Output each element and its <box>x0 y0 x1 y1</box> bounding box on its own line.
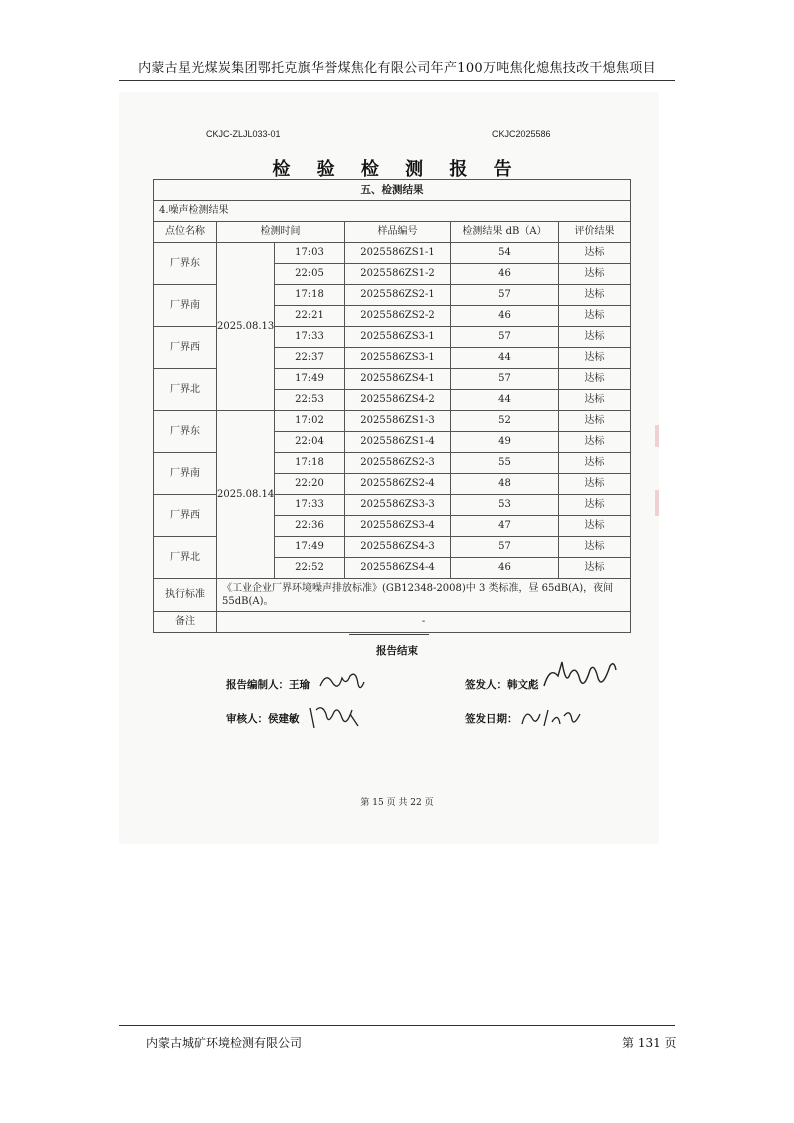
issuer-label: 签发人：韩文彪 <box>465 679 539 691</box>
standard-row <box>154 579 631 612</box>
evaluation-result: 达标 <box>559 264 631 285</box>
issue-date-handwritten <box>518 700 584 732</box>
project-header: 内蒙古星光煤炭集团鄂托克旗华誉煤焦化有限公司年产100万吨焦化熄焦技改干熄焦项目 <box>138 61 656 76</box>
reviewer-label: 审核人：侯建敏 <box>226 713 300 725</box>
evaluation-result: 达标 <box>559 537 631 558</box>
issue-date-label: 签发日期： <box>465 713 518 725</box>
section-row <box>154 180 631 201</box>
report-end: 报告结束 <box>376 645 418 657</box>
test-time: 22:04 <box>275 432 345 453</box>
header-row <box>154 222 631 243</box>
noise-result: 47 <box>451 516 559 537</box>
sample-id: 2025586ZS2-4 <box>345 474 451 495</box>
report-title: 检 验 检 测 报 告 <box>272 159 522 180</box>
test-date: 2025.08.13 <box>217 243 275 411</box>
test-time: 22:21 <box>275 306 345 327</box>
location-name: 厂界西 <box>154 495 217 537</box>
location-name: 厂界西 <box>154 327 217 369</box>
noise-result: 57 <box>451 285 559 306</box>
evaluation-result: 达标 <box>559 453 631 474</box>
remark-row <box>154 612 631 633</box>
evaluation-result: 达标 <box>559 432 631 453</box>
sample-id: 2025586ZS2-2 <box>345 306 451 327</box>
sample-id: 2025586ZS3-3 <box>345 495 451 516</box>
evaluation-result: 达标 <box>559 243 631 264</box>
test-time: 22:05 <box>275 264 345 285</box>
standard-text: 《工业企业厂界环境噪声排放标准》(GB12348-2008)中 3 类标准，昼 65dB(A)，夜间 55dB(A)。 <box>217 579 631 612</box>
col-header-result: 检测结果 dB（A） <box>451 222 559 243</box>
test-time: 17:02 <box>275 411 345 432</box>
sample-id: 2025586ZS4-1 <box>345 369 451 390</box>
sample-id: 2025586ZS1-2 <box>345 264 451 285</box>
noise-result: 48 <box>451 474 559 495</box>
noise-result: 46 <box>451 306 559 327</box>
test-time: 17:18 <box>275 285 345 306</box>
noise-result: 44 <box>451 348 559 369</box>
test-time: 17:33 <box>275 495 345 516</box>
sample-id: 2025586ZS1-4 <box>345 432 451 453</box>
location-name: 厂界北 <box>154 369 217 411</box>
issuer-signature <box>540 656 620 700</box>
evaluation-result: 达标 <box>559 474 631 495</box>
standard-label: 执行标准 <box>154 579 217 612</box>
sample-id: 2025586ZS2-3 <box>345 453 451 474</box>
noise-result: 57 <box>451 327 559 348</box>
noise-result: 57 <box>451 369 559 390</box>
remark-label: 备注 <box>154 612 217 633</box>
test-time: 17:03 <box>275 243 345 264</box>
sample-id: 2025586ZS2-1 <box>345 285 451 306</box>
evaluation-result: 达标 <box>559 327 631 348</box>
sample-id: 2025586ZS3-1 <box>345 327 451 348</box>
sample-id: 2025586ZS1-3 <box>345 411 451 432</box>
evaluation-result: 达标 <box>559 285 631 306</box>
noise-result: 49 <box>451 432 559 453</box>
report-number: CKJC2025586 <box>492 129 551 139</box>
noise-result: 46 <box>451 264 559 285</box>
location-name: 厂界北 <box>154 537 217 579</box>
location-name: 厂界东 <box>154 411 217 453</box>
noise-results-table <box>153 179 631 633</box>
noise-result: 55 <box>451 453 559 474</box>
noise-result: 53 <box>451 495 559 516</box>
sample-id: 2025586ZS3-1 <box>345 348 451 369</box>
test-time: 22:20 <box>275 474 345 495</box>
footer-company: 内蒙古城矿环境检测有限公司 <box>146 1036 303 1050</box>
noise-result: 46 <box>451 558 559 579</box>
evaluation-result: 达标 <box>559 558 631 579</box>
sample-id: 2025586ZS4-3 <box>345 537 451 558</box>
sample-id: 2025586ZS4-4 <box>345 558 451 579</box>
table-row <box>154 243 631 264</box>
col-header-sample: 样品编号 <box>345 222 451 243</box>
test-time: 17:18 <box>275 453 345 474</box>
subsection-row <box>154 201 631 222</box>
evaluation-result: 达标 <box>559 411 631 432</box>
footer-page-number: 第 131 页 <box>622 1036 677 1050</box>
evaluation-result: 达标 <box>559 516 631 537</box>
sample-id: 2025586ZS4-2 <box>345 390 451 411</box>
test-time: 17:49 <box>275 537 345 558</box>
test-time: 17:49 <box>275 369 345 390</box>
section-title: 五、检测结果 <box>154 180 631 201</box>
seal-edge-mark <box>655 425 659 447</box>
evaluation-result: 达标 <box>559 369 631 390</box>
remark-value: - <box>217 612 631 633</box>
subsection-title: 4.噪声检测结果 <box>154 201 631 222</box>
noise-result: 54 <box>451 243 559 264</box>
evaluation-result: 达标 <box>559 390 631 411</box>
test-time: 17:33 <box>275 327 345 348</box>
sample-id: 2025586ZS3-4 <box>345 516 451 537</box>
test-time: 22:52 <box>275 558 345 579</box>
seal-edge-mark <box>655 490 659 516</box>
col-header-eval: 评价结果 <box>559 222 631 243</box>
evaluation-result: 达标 <box>559 306 631 327</box>
test-time: 22:36 <box>275 516 345 537</box>
noise-result: 52 <box>451 411 559 432</box>
inner-page-number: 第 15 页 共 22 页 <box>360 798 434 808</box>
evaluation-result: 达标 <box>559 348 631 369</box>
compiler-signature <box>316 666 366 696</box>
form-code: CKJC-ZLJL033-01 <box>206 129 281 139</box>
table-row <box>154 411 631 432</box>
test-time: 22:37 <box>275 348 345 369</box>
reviewer-signature <box>306 700 362 732</box>
location-name: 厂界南 <box>154 285 217 327</box>
location-name: 厂界东 <box>154 243 217 285</box>
evaluation-result: 达标 <box>559 495 631 516</box>
col-header-time: 检测时间 <box>217 222 345 243</box>
sample-id: 2025586ZS1-1 <box>345 243 451 264</box>
test-time: 22:53 <box>275 390 345 411</box>
header-divider <box>119 80 675 81</box>
test-date: 2025.08.14 <box>217 411 275 579</box>
noise-result: 44 <box>451 390 559 411</box>
compiler-label: 报告编制人：王瑜 <box>226 679 310 691</box>
noise-result: 57 <box>451 537 559 558</box>
end-divider <box>349 634 429 635</box>
location-name: 厂界南 <box>154 453 217 495</box>
footer-divider <box>119 1025 675 1026</box>
col-header-location: 点位名称 <box>154 222 217 243</box>
